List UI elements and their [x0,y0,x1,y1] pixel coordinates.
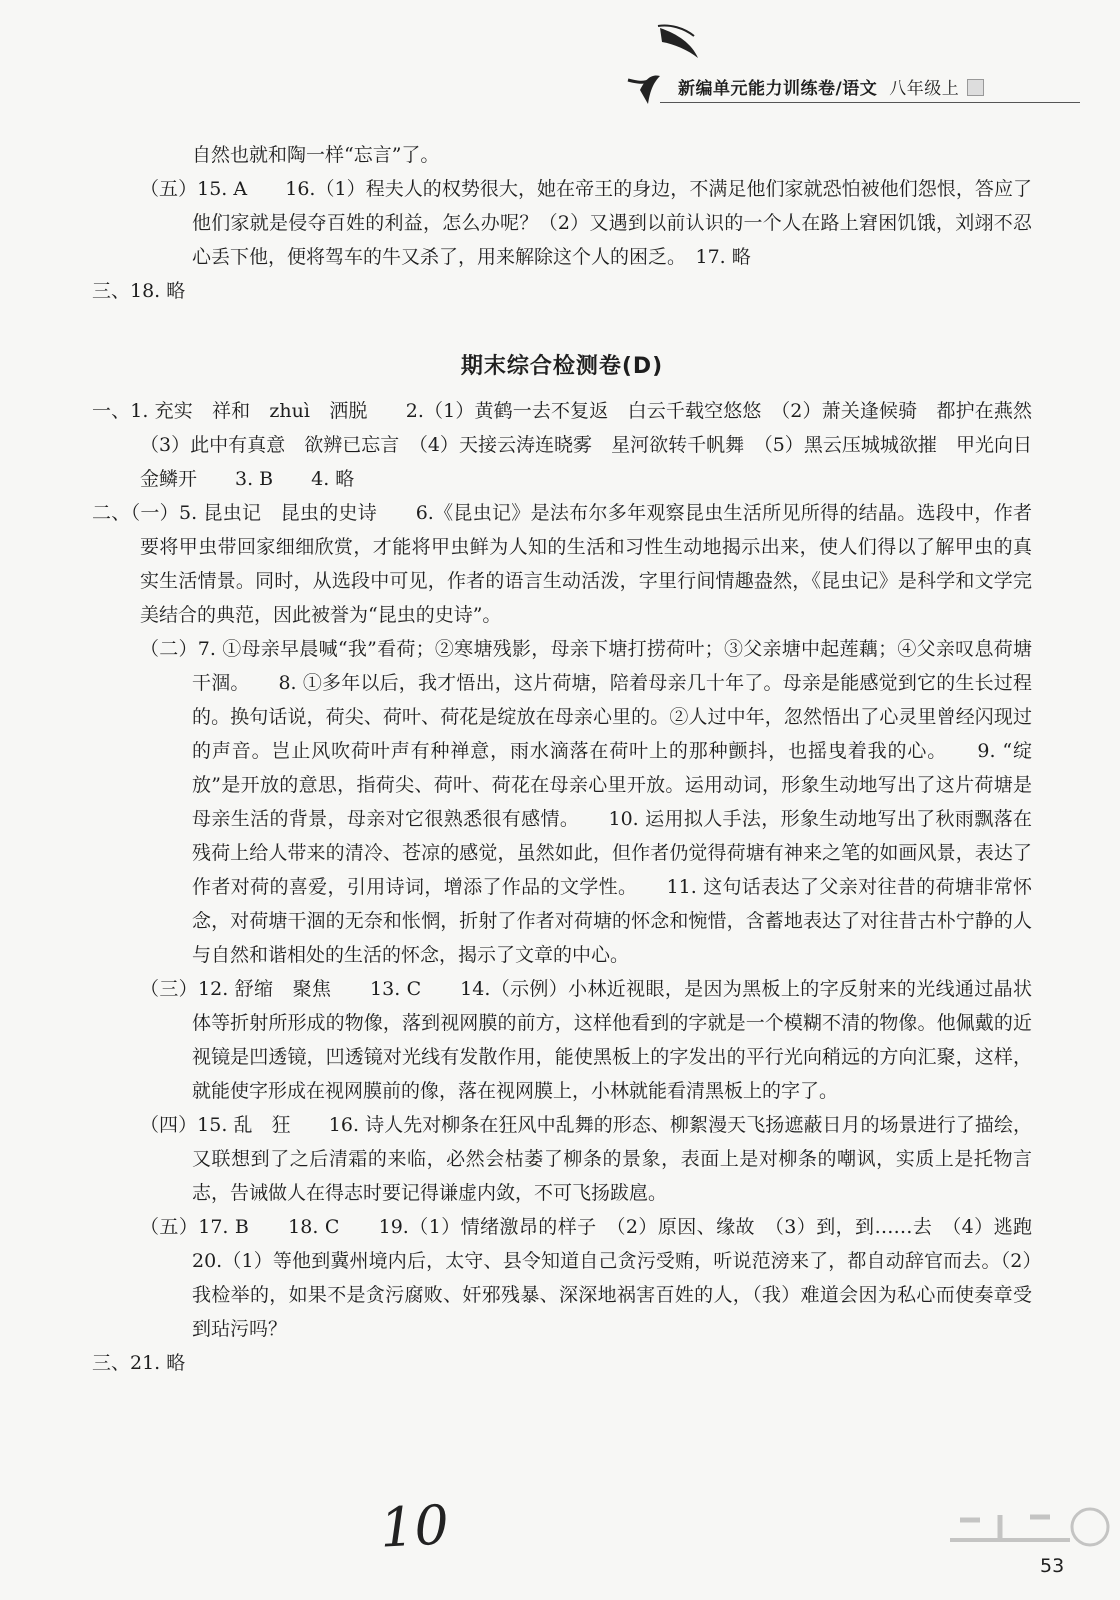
header-divider [660,102,1080,103]
series-name: 新编单元能力训练卷/语文 [678,79,878,99]
answer-section-two-part-five: （五）17. B 18. C 19.（1）情绪激昂的样子 （2）原因、缘故 （3）到，到……去 （4）逃跑 20.（1）等他到冀州境内后，太守、县令知道自己贪污受贿，听说范滂来了，都自动辞官而去。（2）我检举的，如果不是贪污腐败、奸邪残暴、深深地祸害百姓的人，（我）难道会因为私心而使奏章受到玷污吗？ [140,1216,1071,1340]
watermark-logo [940,1495,1110,1595]
answer-section-three: 三、21. 略 [92,1352,186,1374]
answer-section-two-part-four: （四）15. 乱 狂 16. 诗人先对柳条在狂风中乱舞的形态、柳絮漫天飞扬遮蔽日月的场景进行了描绘，又联想到了之后清霜的来临，必然会枯萎了柳条的景象，表面上是对柳条的嘲讽，实质上是托物言志，告诫做人在得志时要记得谦虚内敛，不可飞扬跋扈。 [140,1114,1032,1204]
grade-label: 八年级上 [889,79,960,99]
continuation-line: 自然也就和陶一样“忘言”了。 [192,144,440,166]
series-title [678,74,984,99]
page-number: 53 [1040,1555,1065,1577]
header-square-icon [967,79,984,96]
answer-section-two-part-two: （二）7. ①母亲早晨喊“我”看荷；②寒塘残影，母亲下塘打捞荷叶；③父亲塘中起莲藕；④父亲叹息荷塘干涸。 8. ①多年以后，我才悟出，这片荷塘，陪着母亲几十年了。母亲是能感觉到它的生长过程的。换句话说，荷尖、荷叶、荷花是绽放在母亲心里的。②人过中年，忽然悟出了心灵里曾经闪现过的声音。岂止风吹荷叶声有种禅意，雨水滴落在荷叶上的那种颤抖，也摇曳着我的心。 9. “绽放”是开放的意思，指荷尖、荷叶、荷花在母亲心里开放。运用动词，形象生动地写出了这片荷塘是母亲生活的背景，母亲对它很熟悉很有感情。 10. 运用拟人手法，形象生动地写出了秋雨飘落在残荷上给人带来的清冷、苍凉的感觉，虽然如此，但作者仍觉得荷塘有神来之笔的如画风景，表达了作者对荷的喜爱，引用诗词，增添了作品的文学性。 11. 这句话表达了父亲对往昔的荷塘非常怀念，对荷塘干涸的无奈和怅惘，折射了作者对荷塘的怀念和惋惜，含蓄地表达了对往昔古朴宁静的人与自然和谐相处的生活的怀念，揭示了文章的中心。 [140,638,1032,966]
answer-three-prev: 三、18. 略 [92,280,186,302]
section-title: 期末综合检测卷(D) [460,354,664,379]
answer-block-five-prev: （五）15. A 16.（1）程夫人的权势很大，她在帝王的身边，不满足他们家就恐怕被他们怨恨，答应了他们家就是侵夺百姓的利益，怎么办呢？（2）又遇到以前认识的一个人在路上窘困饥饿，刘翊不忍心丢下他，便将驾车的牛又杀了，用来解除这个人的困乏。 17. 略 [140,178,1032,268]
answer-section-one: 一、1. 充实 祥和 zhuì 洒脱 2.（1）黄鹤一去不复返 白云千载空悠悠 （2）萧关逢候骑 都护在燕然 （3）此中有真意 欲辨已忘言 （4）天接云涛连晓雾 星河欲转千帆舞 （5）黑云压城城欲摧 甲光向日金鳞开 3. B 4. 略 [92,400,1052,490]
handwritten-mark: 10 [378,1493,451,1560]
answer-section-two-part-one: 二、（一）5. 昆虫记 昆虫的史诗 6.《昆虫记》是法布尔多年观察昆虫生活所见所得的结晶。选段中，作者要将甲虫带回家细细欣赏，才能将甲虫鲜为人知的生活和习性生动地揭示出来，使人们得以了解甲虫的真实生活情景。同时，从选段中可见，作者的语言生动活泼，字里行间情趣盎然，《昆虫记》是科学和文学完美结合的典范，因此被誉为“昆虫的史诗”。 [92,502,1032,626]
answer-content [92,138,1071,1380]
answer-section-two-part-three: （三）12. 舒缩 聚焦 13. C 14.（示例）小林近视眼，是因为黑板上的字反射来的光线通过晶状体等折射所形成的物像，落到视网膜的前方，这样他看到的字就是一个模糊不清的物像。他佩戴的近视镜是凹透镜，凹透镜对光线有发散作用，能使黑板上的字发出的平行光向稍远的方向汇聚，这样，就能使字形成在视网膜前的像，落在视网膜上，小林就能看清黑板上的字了。 [140,978,1032,1102]
page-header [600,20,1080,110]
